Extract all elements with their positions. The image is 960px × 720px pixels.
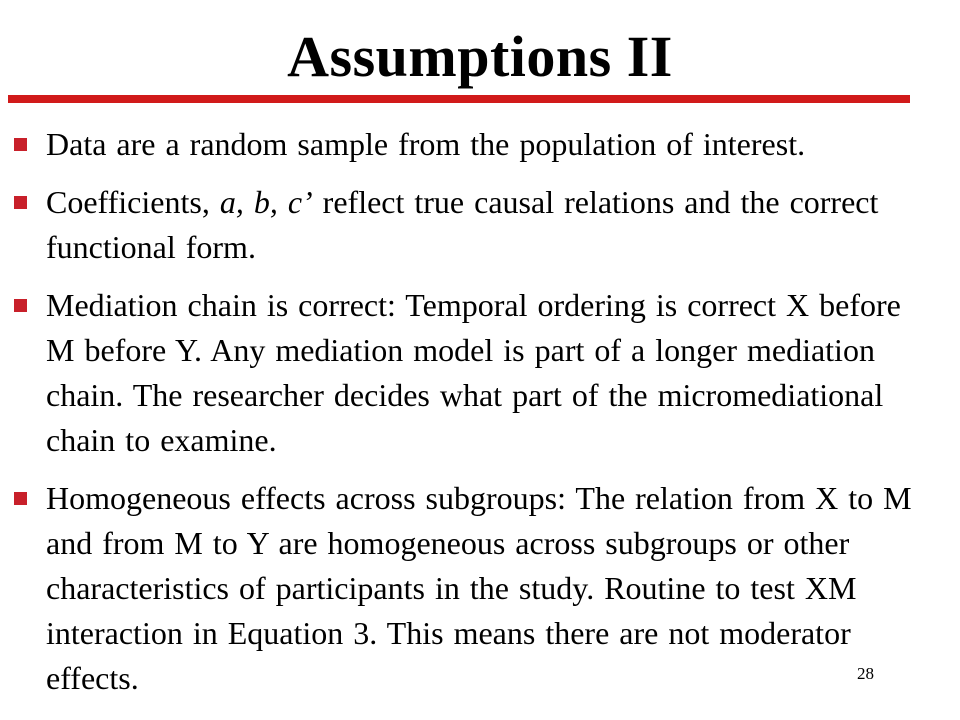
bullet-text: Data are a random sample from the population of interest. bbox=[46, 126, 806, 162]
page-number: 28 bbox=[857, 664, 874, 683]
square-bullet-icon bbox=[14, 138, 27, 151]
coefficient-symbols: a, b, c’ bbox=[219, 184, 313, 220]
bullet-text-post: reflect true causal relations and the correct functional form. bbox=[46, 184, 879, 265]
bullet-text bbox=[46, 184, 878, 265]
bullet-item bbox=[14, 283, 934, 463]
bullet-text: Mediation chain is correct: Temporal ordering is correct X before M before Y. Any mediation model is part of a longer mediation chain. The researcher decides what part of the micromediational chain to examine. bbox=[46, 287, 901, 458]
square-bullet-icon bbox=[14, 492, 27, 505]
bullet-item bbox=[14, 122, 934, 167]
bullet-text: Homogeneous effects across subgroups: The relation from X to M and from M to Y are homogeneous across subgroups or other characteristics of participants in the study. Routine to test XM interaction in Equation 3. This means there are not moderator effects. bbox=[46, 480, 912, 696]
square-bullet-icon bbox=[14, 196, 27, 209]
bullet-list bbox=[14, 122, 934, 714]
bullet-item bbox=[14, 180, 934, 270]
bullet-text-pre: Coefficients, bbox=[46, 184, 220, 220]
bullet-item bbox=[14, 476, 934, 701]
square-bullet-icon bbox=[14, 299, 27, 312]
slide-title: Assumptions II bbox=[287, 24, 673, 89]
title-underline bbox=[8, 95, 910, 103]
